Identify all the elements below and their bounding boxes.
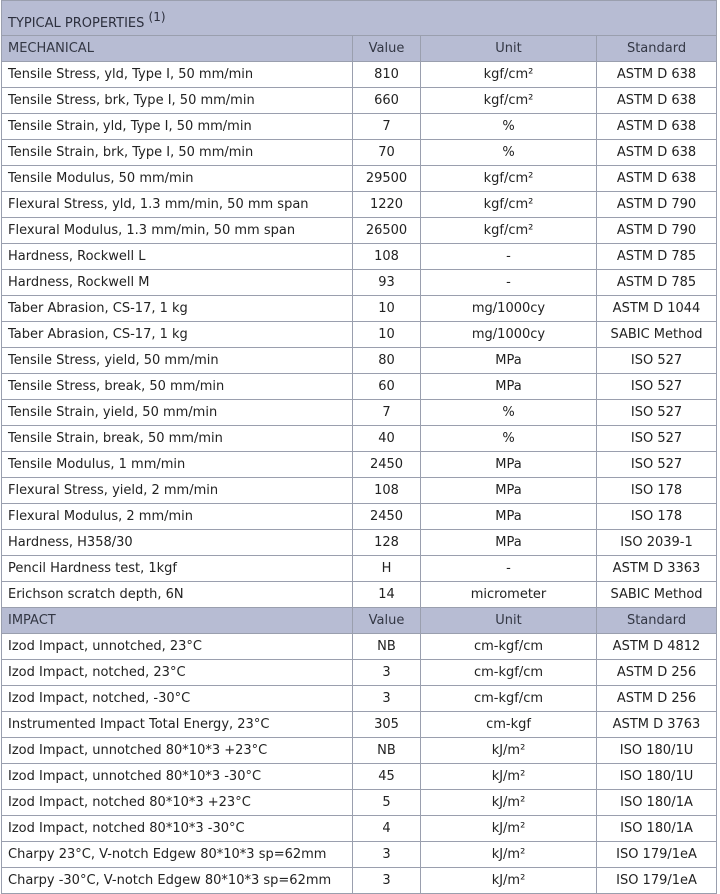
property-unit: MPa [421,504,597,530]
property-standard: ISO 180/1U [597,764,717,790]
table-row [2,374,717,400]
property-unit: % [421,400,597,426]
property-value: 2450 [353,504,421,530]
property-name: Tensile Strain, brk, Type I, 50 mm/min [2,140,353,166]
table-row [2,764,717,790]
property-standard: ASTM D 256 [597,660,717,686]
standard-column-header: Standard [597,608,717,634]
property-value: 108 [353,244,421,270]
table-row [2,452,717,478]
property-unit: - [421,556,597,582]
property-standard: ISO 527 [597,400,717,426]
property-name: Taber Abrasion, CS-17, 1 kg [2,296,353,322]
property-unit: cm-kgf/cm [421,660,597,686]
property-unit: kgf/cm² [421,166,597,192]
property-unit: MPa [421,530,597,556]
property-name: Tensile Stress, yld, Type I, 50 mm/min [2,62,353,88]
property-standard: ASTM D 785 [597,244,717,270]
title-footnote-marker: (1) [148,10,166,24]
property-name: Taber Abrasion, CS-17, 1 kg [2,322,353,348]
property-value: 810 [353,62,421,88]
property-standard: ISO 180/1A [597,816,717,842]
property-unit: % [421,426,597,452]
property-value: 10 [353,296,421,322]
section-header-impact [2,608,717,634]
table-row [2,426,717,452]
property-unit: - [421,270,597,296]
property-value: NB [353,634,421,660]
property-standard: SABIC Method [597,582,717,608]
table-row [2,62,717,88]
property-name: Flexural Stress, yield, 2 mm/min [2,478,353,504]
table-row [2,400,717,426]
property-value: 26500 [353,218,421,244]
property-value: NB [353,738,421,764]
property-unit: cm-kgf/cm [421,686,597,712]
unit-column-header: Unit [421,36,597,62]
property-name: Izod Impact, notched 80*10*3 +23°C [2,790,353,816]
table-title: TYPICAL PROPERTIES [8,16,145,31]
property-unit: kJ/m² [421,790,597,816]
table-row [2,712,717,738]
property-name: Flexural Stress, yld, 1.3 mm/min, 50 mm span [2,192,353,218]
property-value: 3 [353,686,421,712]
property-name: Tensile Strain, yield, 50 mm/min [2,400,353,426]
standard-column-header: Standard [597,36,717,62]
property-unit: mg/1000cy [421,296,597,322]
property-name: Izod Impact, notched, 23°C [2,660,353,686]
property-unit: kgf/cm² [421,218,597,244]
property-value: 305 [353,712,421,738]
unit-column-header: Unit [421,608,597,634]
property-standard: ASTM D 3363 [597,556,717,582]
table-row [2,504,717,530]
property-name: Izod Impact, unnotched, 23°C [2,634,353,660]
property-value: 660 [353,88,421,114]
property-name: Izod Impact, unnotched 80*10*3 +23°C [2,738,353,764]
property-value: 29500 [353,166,421,192]
property-name: Hardness, Rockwell M [2,270,353,296]
table-row [2,530,717,556]
table-row [2,348,717,374]
table-row [2,738,717,764]
property-standard: ASTM D 4812 [597,634,717,660]
table-row [2,114,717,140]
property-value: 7 [353,400,421,426]
property-name: Charpy 23°C, V-notch Edgew 80*10*3 sp=62mm [2,842,353,868]
table-row [2,660,717,686]
table-row [2,192,717,218]
property-name: Tensile Strain, yld, Type I, 50 mm/min [2,114,353,140]
section-name: MECHANICAL [2,36,353,62]
property-name: Tensile Modulus, 1 mm/min [2,452,353,478]
property-unit: cm-kgf [421,712,597,738]
property-unit: micrometer [421,582,597,608]
property-value: 10 [353,322,421,348]
property-name: Tensile Stress, break, 50 mm/min [2,374,353,400]
property-value: 5 [353,790,421,816]
property-unit: MPa [421,478,597,504]
property-unit: kJ/m² [421,816,597,842]
property-standard: ISO 178 [597,478,717,504]
section-header-mechanical [2,36,717,62]
value-column-header: Value [353,608,421,634]
property-name: Flexural Modulus, 2 mm/min [2,504,353,530]
table-row [2,166,717,192]
table-row [2,244,717,270]
table-row [2,140,717,166]
table-row [2,868,717,894]
property-standard: ISO 178 [597,504,717,530]
property-name: Instrumented Impact Total Energy, 23°C [2,712,353,738]
table-row [2,686,717,712]
property-value: H [353,556,421,582]
property-unit: mg/1000cy [421,322,597,348]
property-standard: ISO 527 [597,452,717,478]
property-value: 3 [353,660,421,686]
property-value: 1220 [353,192,421,218]
properties-panel [1,0,716,894]
property-value: 80 [353,348,421,374]
section-name: IMPACT [2,608,353,634]
property-unit: MPa [421,452,597,478]
property-standard: ASTM D 1044 [597,296,717,322]
property-standard: ASTM D 256 [597,686,717,712]
value-column-header: Value [353,36,421,62]
property-value: 108 [353,478,421,504]
table-row [2,842,717,868]
property-unit: kJ/m² [421,868,597,894]
property-name: Pencil Hardness test, 1kgf [2,556,353,582]
table-row [2,556,717,582]
table-row [2,478,717,504]
table-row [2,790,717,816]
property-name: Izod Impact, notched, -30°C [2,686,353,712]
property-unit: kgf/cm² [421,62,597,88]
table-row [2,296,717,322]
property-unit: kJ/m² [421,842,597,868]
table-row [2,582,717,608]
property-unit: kgf/cm² [421,88,597,114]
table-row [2,322,717,348]
property-unit: kJ/m² [421,738,597,764]
properties-table [1,0,717,894]
property-standard: ASTM D 790 [597,218,717,244]
property-name: Izod Impact, unnotched 80*10*3 -30°C [2,764,353,790]
table-row [2,88,717,114]
property-value: 7 [353,114,421,140]
property-standard: ISO 179/1eA [597,868,717,894]
property-standard: ASTM D 638 [597,140,717,166]
property-standard: ASTM D 638 [597,62,717,88]
property-value: 60 [353,374,421,400]
property-name: Hardness, Rockwell L [2,244,353,270]
table-row [2,270,717,296]
property-unit: kJ/m² [421,764,597,790]
table-row [2,816,717,842]
property-name: Erichson scratch depth, 6N [2,582,353,608]
property-standard: SABIC Method [597,322,717,348]
property-value: 93 [353,270,421,296]
property-value: 2450 [353,452,421,478]
property-unit: % [421,114,597,140]
property-standard: ASTM D 790 [597,192,717,218]
property-value: 40 [353,426,421,452]
property-standard: ISO 2039-1 [597,530,717,556]
property-value: 3 [353,842,421,868]
property-unit: MPa [421,348,597,374]
property-unit: - [421,244,597,270]
property-name: Tensile Stress, brk, Type I, 50 mm/min [2,88,353,114]
property-name: Hardness, H358/30 [2,530,353,556]
property-unit: % [421,140,597,166]
table-row [2,634,717,660]
property-unit: MPa [421,374,597,400]
property-value: 45 [353,764,421,790]
title-row [2,1,717,36]
property-unit: cm-kgf/cm [421,634,597,660]
property-value: 14 [353,582,421,608]
property-standard: ASTM D 3763 [597,712,717,738]
property-standard: ISO 180/1A [597,790,717,816]
property-standard: ISO 527 [597,348,717,374]
property-standard: ASTM D 638 [597,166,717,192]
property-value: 128 [353,530,421,556]
property-name: Tensile Strain, break, 50 mm/min [2,426,353,452]
property-standard: ISO 179/1eA [597,842,717,868]
property-value: 70 [353,140,421,166]
property-standard: ASTM D 785 [597,270,717,296]
property-name: Flexural Modulus, 1.3 mm/min, 50 mm span [2,218,353,244]
property-value: 3 [353,868,421,894]
property-standard: ISO 527 [597,426,717,452]
property-standard: ASTM D 638 [597,88,717,114]
property-unit: kgf/cm² [421,192,597,218]
property-name: Tensile Stress, yield, 50 mm/min [2,348,353,374]
property-name: Izod Impact, notched 80*10*3 -30°C [2,816,353,842]
property-standard: ASTM D 638 [597,114,717,140]
property-standard: ISO 180/1U [597,738,717,764]
property-value: 4 [353,816,421,842]
table-title-cell [2,1,717,36]
property-name: Charpy -30°C, V-notch Edgew 80*10*3 sp=62mm [2,868,353,894]
property-name: Tensile Modulus, 50 mm/min [2,166,353,192]
property-standard: ISO 527 [597,374,717,400]
table-row [2,218,717,244]
